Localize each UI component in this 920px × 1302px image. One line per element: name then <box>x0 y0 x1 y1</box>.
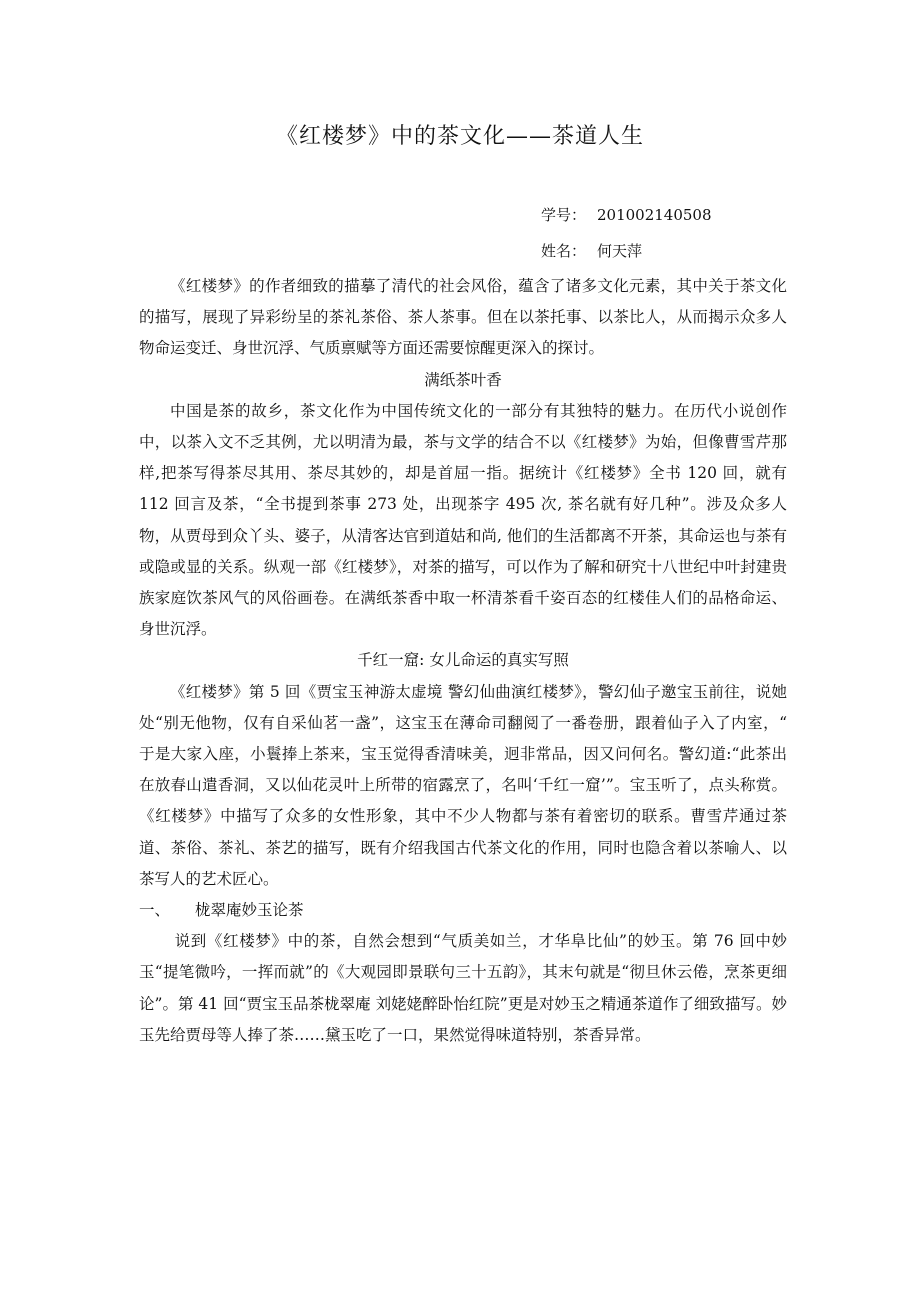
item-number: 一、 <box>139 901 171 920</box>
section-heading: 千红一窟: 女儿命运的真实写照 <box>357 651 569 670</box>
item-heading-text: 栊翠庵妙玉论茶 <box>195 901 304 920</box>
section-heading: 满纸茶叶香 <box>424 370 502 389</box>
student-name-label: 姓名： <box>541 242 587 260</box>
numbered-heading <box>139 895 787 926</box>
student-name-line <box>541 240 642 261</box>
document-body <box>139 271 787 1051</box>
intro-paragraph: 《红楼梦》的作者细致的描摹了清代的社会风俗，蕴含了诸多文化元素，其中关于茶文化的描写，展现了异彩纷呈的茶礼茶俗、茶人茶事。但在以茶托事、以茶比人，从而揭示众多人物命运变迁、身世沉浮、气质禀赋等方面还需要惊醒更深入的探讨。 <box>139 277 787 358</box>
student-id-line <box>541 204 712 225</box>
body-paragraph: 《红楼梦》第 5 回《贾宝玉神游太虚境 警幻仙曲演红楼梦》，警幻仙子邀宝玉前往，说她处“别无他物，仅有自采仙茗一盏”，这宝玉在薄命司翻阅了一番卷册，跟着仙子入了内室，“ 于是大家入座，小鬟捧上茶来，宝玉觉得香清味美，迥非常品，因又问何名。警幻道:“此茶出在放春山遣香洞，又以仙花灵叶上所带的宿露烹了，名叫‘千红一窟’”。宝玉听了，点头称赏。《红楼梦》中描写了众多的女性形象，其中不少人物都与茶有着密切的联系。曹雪芹通过茶道、茶俗、茶礼、茶艺的描写，既有介绍我国古代茶文化的作用，同时也隐含着以茶喻人、以茶写人的艺术匠心。 <box>139 682 787 888</box>
student-name-value: 何天萍 <box>597 242 643 260</box>
body-paragraph: 说到《红楼梦》中的茶，自然会想到“气质美如兰，才华阜比仙”的妙玉。第 76 回中妙玉“提笔微吟，一挥而就”的《大观园即景联句三十五韵》，其末句就是“彻旦休云倦，烹茶更细论”。第 41 回“贾宝玉品茶栊翠庵 刘姥姥醉卧怡红院”更是对妙玉之精通茶道作了细致描写。妙玉先给贾母等人捧了茶……黛玉吃了一口，果然觉得味道特别，茶香异常。 <box>139 932 787 1044</box>
student-id-label: 学号： <box>541 206 587 224</box>
student-id-value: 201002140508 <box>597 206 712 224</box>
document-title: 《红楼梦》中的茶文化——茶道人生 <box>275 124 644 149</box>
body-paragraph: 中国是茶的故乡，茶文化作为中国传统文化的一部分有其独特的魅力。在历代小说创作中，以茶入文不乏其例，尤以明清为最，茶与文学的结合不以《红楼梦》为始，但像曹雪芹那样,把茶写得茶尽其用、茶尽其妙的，却是首屈一指。据统计《红楼梦》全书 120 回，就有 112 回言及茶，“全书提到茶事 273 处，出现茶字 495 次, 茶名就有好几种”。涉及众多人物，从贾母到众丫头、婆子，从清客达官到道姑和尚, 他们的生活都离不开茶，其命运也与茶有或隐或显的关系。纵观一部《红楼梦》，对茶的描写，可以作为了解和研究十八世纪中叶封建贵族家庭饮茶风气的风俗画卷。在满纸茶香中取一杯清茶看千姿百态的红楼佳人们的品格命运、身世沉浮。 <box>139 401 787 639</box>
